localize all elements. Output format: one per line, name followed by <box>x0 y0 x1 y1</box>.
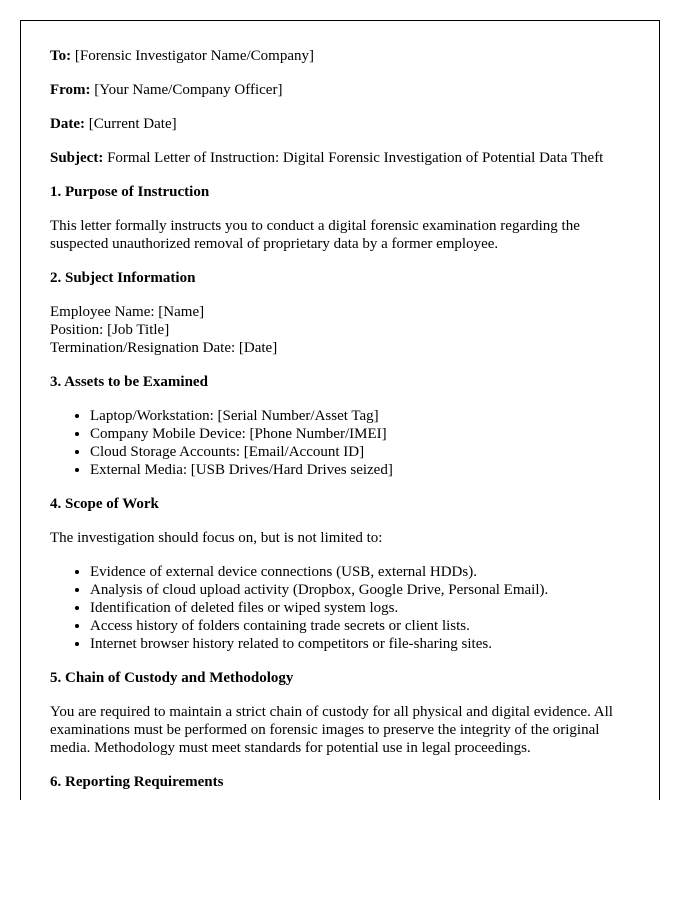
section-heading-reporting: 6. Reporting Requirements <box>50 774 224 790</box>
section-heading-subject-info: 2. Subject Information <box>50 270 196 286</box>
list-item: • External Media: [USB Drives/Hard Drives seized] <box>90 461 630 479</box>
list-item: • Cloud Storage Accounts: [Email/Account ID] <box>90 443 630 461</box>
custody-body: You are required to maintain a strict chain of custody for all physical and digital evidence. All examinations must be performed on forensic images to preserve the integrity of the original media. Methodology must meet standards for potential use in legal proceedings. <box>50 704 613 756</box>
list-item: • Analysis of cloud upload activity (Dropbox, Google Drive, Personal Email). <box>90 581 630 599</box>
section-heading-purpose: 1. Purpose of Instruction <box>50 184 210 200</box>
to-line <box>50 47 630 65</box>
subject-value: Formal Letter of Instruction: Digital Forensic Investigation of Potential Data Theft <box>107 150 604 166</box>
scope-list <box>50 563 630 653</box>
scope-intro: The investigation should focus on, but is not limited to: <box>50 530 383 546</box>
assets-list <box>50 407 630 479</box>
section-heading-custody: 5. Chain of Custody and Methodology <box>50 670 294 686</box>
position-line: Position: [Job Title] <box>50 322 170 338</box>
letter-page <box>20 20 660 800</box>
list-item: • Laptop/Workstation: [Serial Number/Asset Tag] <box>90 407 630 425</box>
date-label: Date: <box>50 116 85 132</box>
date-line <box>50 115 630 133</box>
termination-date-line: Termination/Resignation Date: [Date] <box>50 340 278 356</box>
subject-label: Subject: <box>50 150 104 166</box>
list-item: • Access history of folders containing trade secrets or client lists. <box>90 617 630 635</box>
subject-line <box>50 149 630 167</box>
to-label: To: <box>50 48 72 64</box>
from-value: [Your Name/Company Officer] <box>94 82 283 98</box>
letter-content <box>50 47 630 791</box>
section-heading-assets: 3. Assets to be Examined <box>50 374 208 390</box>
from-label: From: <box>50 82 91 98</box>
list-item: • Internet browser history related to competitors or file-sharing sites. <box>90 635 630 653</box>
list-item: • Evidence of external device connections (USB, external HDDs). <box>90 563 630 581</box>
list-item: • Company Mobile Device: [Phone Number/IMEI] <box>90 425 630 443</box>
section-heading-scope: 4. Scope of Work <box>50 496 159 512</box>
to-value: [Forensic Investigator Name/Company] <box>74 48 314 64</box>
purpose-body: This letter formally instructs you to conduct a digital forensic examination regarding the suspected unauthorized removal of proprietary data by a former employee. <box>50 218 580 252</box>
employee-name-line: Employee Name: [Name] <box>50 304 205 320</box>
from-line <box>50 81 630 99</box>
subject-info-block <box>50 303 630 357</box>
list-item: • Identification of deleted files or wiped system logs. <box>90 599 630 617</box>
date-value: [Current Date] <box>88 116 177 132</box>
